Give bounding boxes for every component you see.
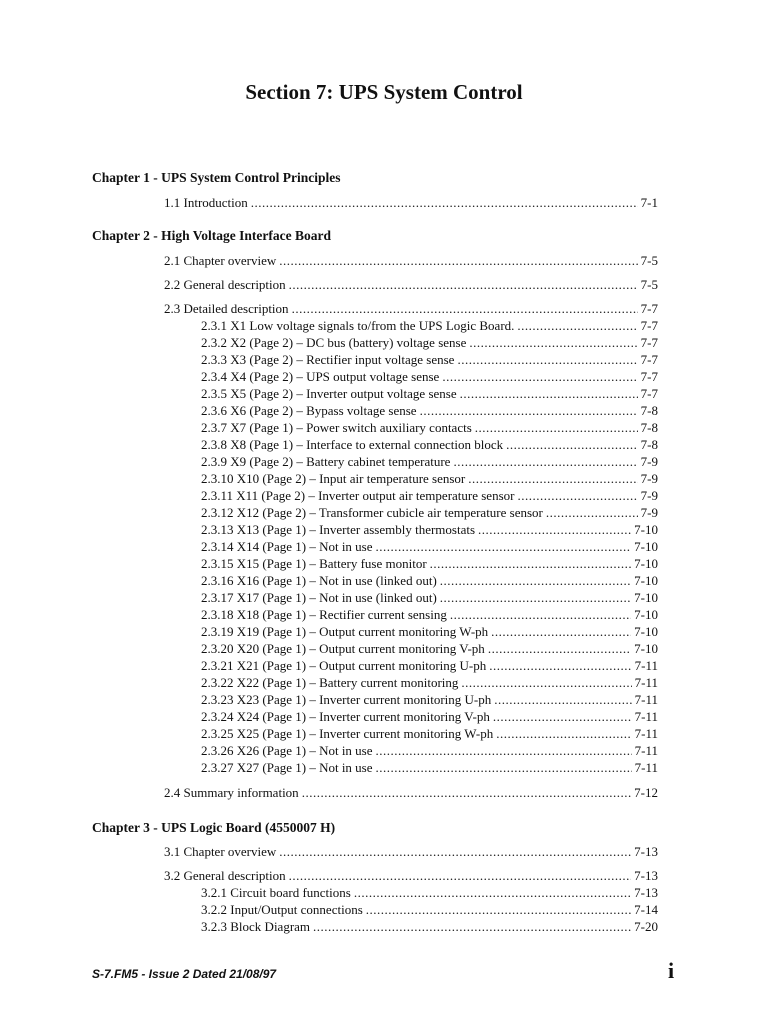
toc-entry-title: 2.3.22 X22 (Page 1) – Battery current monitoring (201, 675, 459, 690)
toc-entry-title: 2.3.3 X3 (Page 2) – Rectifier input voltage sense (201, 352, 455, 367)
toc-entry-page: 7-10 (634, 641, 658, 656)
toc-entry-title: 2.3.12 X12 (Page 2) – Transformer cubicle air temperature sensor (201, 505, 543, 520)
toc-entry-page: 7-11 (634, 692, 658, 707)
dot-leader (354, 884, 631, 901)
toc-entry-title: 2.3.8 X8 (Page 1) – Interface to external connection block (201, 437, 504, 452)
page-title: Section 7: UPS System Control (245, 80, 523, 104)
toc-entry-page: 7-9 (640, 488, 658, 503)
toc-entry-page: 7-1 (640, 195, 658, 210)
toc-entry[interactable] (201, 351, 658, 368)
dot-leader (517, 317, 637, 334)
dot-leader (461, 674, 631, 691)
toc-entry[interactable] (201, 419, 658, 436)
toc-entry-title: 2.3.5 X5 (Page 2) – Inverter output voltage sense (201, 386, 457, 401)
toc-entry-title: 2.3.21 X21 (Page 1) – Output current monitoring U-ph (201, 658, 487, 673)
dot-leader (546, 504, 638, 521)
toc-entry-page: 7-8 (640, 403, 658, 418)
toc-entry[interactable] (164, 194, 658, 211)
toc-entry-page: 7-14 (634, 902, 658, 917)
dot-leader (376, 538, 632, 555)
dot-leader (453, 453, 637, 470)
toc-entry-title: 2.3.11 X11 (Page 2) – Inverter output air temperature sensor (201, 488, 515, 503)
toc-entry-title: 2.3.7 X7 (Page 1) – Power switch auxiliary contacts (201, 420, 472, 435)
toc-entry-title: 2.3.6 X6 (Page 2) – Bypass voltage sense (201, 403, 417, 418)
dot-leader (420, 402, 638, 419)
toc-entry-page: 7-11 (634, 760, 658, 775)
toc-entry-title: 3.2.2 Input/Output connections (201, 902, 363, 917)
toc-entry-page: 7-7 (640, 318, 658, 333)
toc-entry-title: 2.3.17 X17 (Page 1) – Not in use (linked out) (201, 590, 437, 605)
toc-entry[interactable] (164, 300, 658, 317)
toc-entry-page: 7-10 (634, 590, 658, 605)
toc-entry-title: 2.3 Detailed description (164, 301, 289, 316)
dot-leader (292, 300, 638, 317)
chapter-heading: Chapter 1 - UPS System Control Principles (92, 170, 341, 185)
toc-entry-page: 7-7 (640, 352, 658, 367)
dot-leader (488, 640, 631, 657)
toc-entry[interactable] (164, 784, 658, 801)
dot-leader (279, 252, 637, 269)
dot-leader (366, 901, 631, 918)
document-reference: S-7.FM5 - Issue 2 Dated 21/08/97 (92, 967, 277, 981)
dot-leader (475, 419, 638, 436)
toc-entry-page: 7-8 (640, 437, 658, 452)
toc-entry-title: 2.4 Summary information (164, 785, 299, 800)
dot-leader (279, 843, 631, 860)
toc-entry[interactable] (201, 918, 658, 935)
toc-entry[interactable] (201, 759, 658, 776)
dot-leader (517, 487, 637, 504)
toc-entry-title: 2.3.26 X26 (Page 1) – Not in use (201, 743, 373, 758)
toc-entry-page: 7-11 (634, 658, 658, 673)
toc-entry[interactable] (201, 521, 658, 538)
toc-entry-page: 7-5 (640, 253, 658, 268)
toc-entry-page: 7-8 (640, 420, 658, 435)
toc-entry-title: 3.1 Chapter overview (164, 844, 277, 859)
toc-entry[interactable] (201, 606, 658, 623)
toc-entry[interactable] (201, 691, 658, 708)
toc-entry[interactable] (201, 657, 658, 674)
toc-entry[interactable] (201, 368, 658, 385)
toc-entry-title: 2.3.18 X18 (Page 1) – Rectifier current sensing (201, 607, 447, 622)
toc-entry-title: 2.3.27 X27 (Page 1) – Not in use (201, 760, 373, 775)
toc-entry[interactable] (201, 402, 658, 419)
toc-entry-title: 2.3.2 X2 (Page 2) – DC bus (battery) voltage sense (201, 335, 467, 350)
toc-entry-page: 7-13 (634, 885, 658, 900)
toc-entry[interactable] (164, 276, 658, 293)
dot-leader (440, 589, 631, 606)
toc-entry-page: 7-7 (640, 301, 658, 316)
toc-entry-title: 2.3.24 X24 (Page 1) – Inverter current monitoring V-ph (201, 709, 490, 724)
toc-entry[interactable] (201, 674, 658, 691)
toc-entry[interactable] (201, 504, 658, 521)
toc-entry-page: 7-10 (634, 573, 658, 588)
dot-leader (460, 385, 638, 402)
toc-entry[interactable] (164, 252, 658, 269)
toc-entry-title: 2.3.23 X23 (Page 1) – Inverter current monitoring U-ph (201, 692, 492, 707)
toc-entry-title: 3.2 General description (164, 868, 286, 883)
dot-leader (289, 276, 638, 293)
toc-entry[interactable] (201, 436, 658, 453)
toc-entry-title: 3.2.1 Circuit board functions (201, 885, 351, 900)
toc-entry[interactable] (201, 725, 658, 742)
dot-leader (468, 470, 637, 487)
toc-entry-page: 7-10 (634, 522, 658, 537)
toc-entry-title: 2.3.10 X10 (Page 2) – Input air temperature sensor (201, 471, 466, 486)
toc-entry-title: 2.3.14 X14 (Page 1) – Not in use (201, 539, 373, 554)
toc-entry-title: 2.3.1 X1 Low voltage signals to/from the UPS Logic Board. (201, 318, 515, 333)
toc-entry-page: 7-11 (634, 743, 658, 758)
toc-entry-page: 7-10 (634, 624, 658, 639)
toc-entry-title: 2.3.20 X20 (Page 1) – Output current monitoring V-ph (201, 641, 485, 656)
page-number: i (668, 958, 675, 983)
toc-entry[interactable] (201, 640, 658, 657)
dot-leader (493, 708, 632, 725)
dot-leader (496, 725, 631, 742)
dot-leader (491, 623, 631, 640)
toc-entry[interactable] (201, 385, 658, 402)
toc-entry-page: 7-10 (634, 539, 658, 554)
toc-entry[interactable] (201, 470, 658, 487)
dot-leader (450, 606, 631, 623)
dot-leader (457, 351, 637, 368)
toc-entry[interactable] (201, 589, 658, 606)
toc-entry-title: 2.3.9 X9 (Page 2) – Battery cabinet temperature (201, 454, 451, 469)
chapter-heading: Chapter 3 - UPS Logic Board (4550007 H) (92, 820, 336, 835)
toc-entry[interactable] (201, 901, 658, 918)
toc-entry-title: 2.3.16 X16 (Page 1) – Not in use (linked out) (201, 573, 437, 588)
toc-entry-page: 7-9 (640, 505, 658, 520)
toc-entry-page: 7-12 (634, 785, 658, 800)
chapter-heading: Chapter 2 - High Voltage Interface Board (92, 228, 331, 243)
toc-entry-page: 7-13 (634, 844, 658, 859)
toc-entry-page: 7-20 (634, 919, 658, 934)
toc-entry-title: 3.2.3 Block Diagram (201, 919, 311, 934)
toc-entry-page: 7-13 (634, 868, 658, 883)
dot-leader (251, 194, 638, 211)
toc-entry-page: 7-11 (634, 675, 658, 690)
toc-entry[interactable] (201, 317, 658, 334)
toc-entry[interactable] (201, 742, 658, 759)
dot-leader (289, 867, 632, 884)
toc-entry[interactable] (201, 334, 658, 351)
toc-entry[interactable] (201, 538, 658, 555)
toc-entry[interactable] (201, 884, 658, 901)
toc-entry-title: 2.3.13 X13 (Page 1) – Inverter assembly thermostats (201, 522, 476, 537)
toc-entry-title: 2.3.15 X15 (Page 1) – Battery fuse monitor (201, 556, 427, 571)
toc-entry-page: 7-5 (640, 277, 658, 292)
toc-entry[interactable] (201, 487, 658, 504)
dot-leader (478, 521, 631, 538)
dot-leader (469, 334, 637, 351)
toc-entry-page: 7-7 (640, 335, 658, 350)
toc-entry-page: 7-9 (640, 471, 658, 486)
toc-entry-title: 2.3.19 X19 (Page 1) – Output current monitoring W-ph (201, 624, 489, 639)
toc-entry-title: 2.3.25 X25 (Page 1) – Inverter current monitoring W-ph (201, 726, 494, 741)
toc-entry-page: 7-7 (640, 386, 658, 401)
dot-leader (442, 368, 637, 385)
dot-leader (376, 742, 632, 759)
dot-leader (302, 784, 631, 801)
dot-leader (494, 691, 631, 708)
dot-leader (440, 572, 631, 589)
toc-entry[interactable] (201, 555, 658, 572)
dot-leader (376, 759, 632, 776)
toc-entry-title: 2.3.4 X4 (Page 2) – UPS output voltage sense (201, 369, 440, 384)
dot-leader (313, 918, 631, 935)
toc-entry-page: 7-7 (640, 369, 658, 384)
dot-leader (430, 555, 632, 572)
toc-entry-title: 2.1 Chapter overview (164, 253, 277, 268)
toc-entry-title: 1.1 Introduction (164, 195, 248, 210)
toc-entry[interactable] (164, 843, 658, 860)
toc-entry[interactable] (201, 708, 658, 725)
toc-entry[interactable] (201, 623, 658, 640)
toc-entry-page: 7-10 (634, 607, 658, 622)
toc-entry-title: 2.2 General description (164, 277, 286, 292)
toc-entry[interactable] (201, 453, 658, 470)
toc-entry-page: 7-9 (640, 454, 658, 469)
toc-entry[interactable] (164, 867, 658, 884)
dot-leader (506, 436, 638, 453)
toc-entry-page: 7-11 (634, 709, 658, 724)
toc-entry[interactable] (201, 572, 658, 589)
dot-leader (489, 657, 631, 674)
toc-entry-page: 7-11 (634, 726, 658, 741)
toc-entry-page: 7-10 (634, 556, 658, 571)
